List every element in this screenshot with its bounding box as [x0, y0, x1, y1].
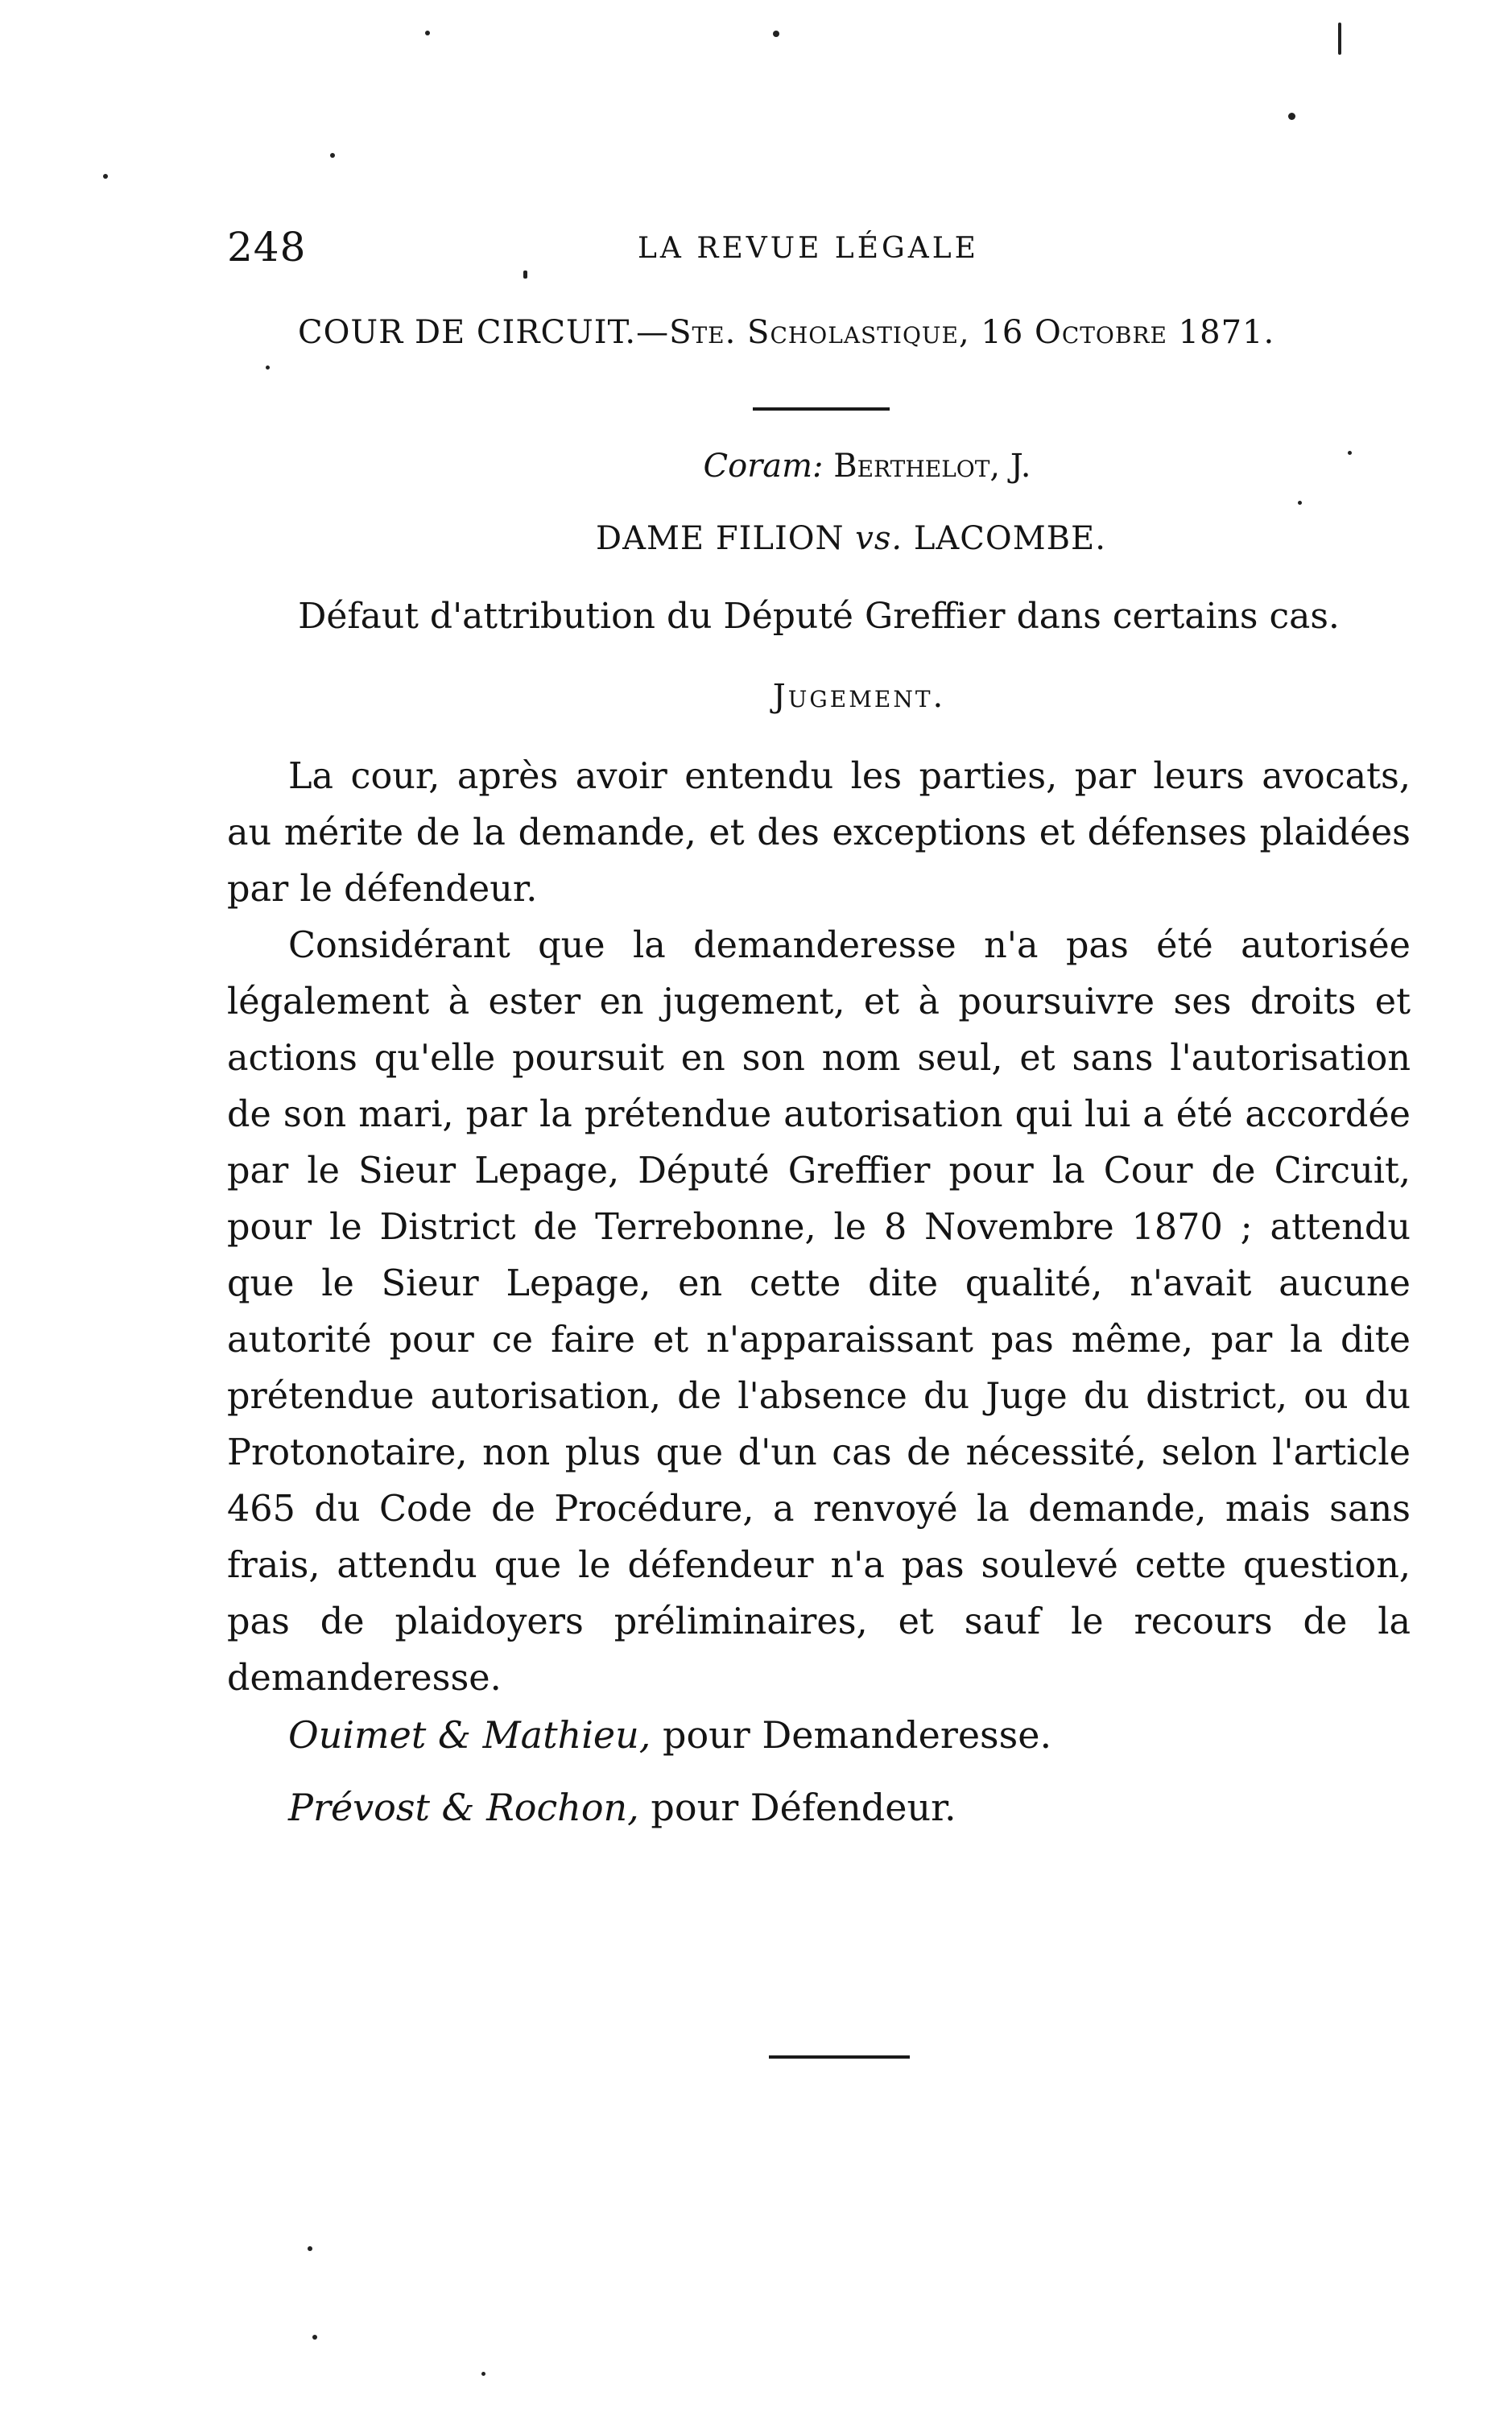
- court-dash: —: [636, 314, 670, 351]
- plaintiff-name: DAME FILION: [596, 520, 845, 557]
- court-name: COUR DE CIRCUIT.: [298, 314, 637, 351]
- court-place: Ste. Scholastique,: [669, 314, 970, 351]
- counsel-plaintiff: [288, 1713, 1051, 1757]
- running-head: LA REVUE LÉGALE: [638, 232, 979, 265]
- counsel-names: Ouimet & Mathieu,: [288, 1713, 651, 1757]
- court-date: 16 Octobre 1871.: [981, 314, 1275, 351]
- judgment-body: [227, 749, 1411, 1707]
- scan-speck: [1288, 113, 1295, 120]
- coram-judge: Berthelot, J.: [833, 448, 1031, 485]
- defendant-name: LACOMBE.: [913, 520, 1106, 557]
- paragraph: La cour, après avoir entendu les parties, par leurs avocats, au mérite de la demande, et des exceptions et défenses plaidées par le défendeur.: [227, 756, 1411, 910]
- scan-speck: [312, 2335, 317, 2340]
- page-header: [227, 224, 1338, 280]
- headnote: Défaut d'attribution du Député Greffier dans certains cas.: [298, 596, 1340, 637]
- scan-speck: [773, 31, 779, 37]
- scan-speck: [103, 174, 108, 179]
- counsel-role: pour Défendeur.: [651, 1786, 956, 1829]
- page-number: 248: [227, 224, 307, 271]
- court-date-line: [298, 314, 1345, 351]
- counsel-role: pour Demanderesse.: [663, 1713, 1052, 1757]
- scan-speck: [1348, 451, 1352, 455]
- case-parties: [227, 520, 1411, 557]
- bottom-divider: [769, 2055, 910, 2059]
- scan-speck: [1338, 23, 1341, 55]
- scan-speck: [425, 31, 430, 35]
- paragraph: Considérant que la demanderesse n'a pas été autorisée légalement à ester en jugement, et à poursuivre ses droits et actions qu'elle poursuit en son nom seul, et sans l'autorisation de son mari, par la prétendue autorisation qui lui a été accordée par le Sieur Lepage, Député Greffier pour la Cour de Circuit, pour le District de Terrebonne, le 8 Novembre 1870 ; attendu que le Sieur Lepage, en cette dite qualité, n'avait aucune autorité pour ce faire et n'apparaissant pas même, par la dite prétendue autorisation, de l'absence du Juge du district, ou du Protonotaire, non plus que d'un cas de nécessité, selon l'article 465 du Code de Procédure, a renvoyé la demande, mais sans frais, attendu que le défendeur n'a pas soulevé cette question, pas de plaidoyers préliminaires, et sauf le recours de la demanderesse.: [227, 925, 1411, 1699]
- versus: vs.: [855, 520, 903, 557]
- scan-speck: [1298, 501, 1302, 505]
- counsel-names: Prévost & Rochon,: [288, 1786, 639, 1829]
- top-divider: [753, 407, 890, 411]
- scan-speck: [308, 2246, 312, 2251]
- scan-speck: [523, 271, 527, 279]
- scan-speck: [330, 153, 335, 158]
- coram-line: [227, 448, 1411, 485]
- scan-speck: [481, 2372, 485, 2376]
- coram-label: Coram:: [703, 448, 824, 485]
- section-title: Jugement.: [772, 678, 946, 715]
- scan-speck: [266, 366, 270, 370]
- counsel-defendant: [288, 1786, 956, 1829]
